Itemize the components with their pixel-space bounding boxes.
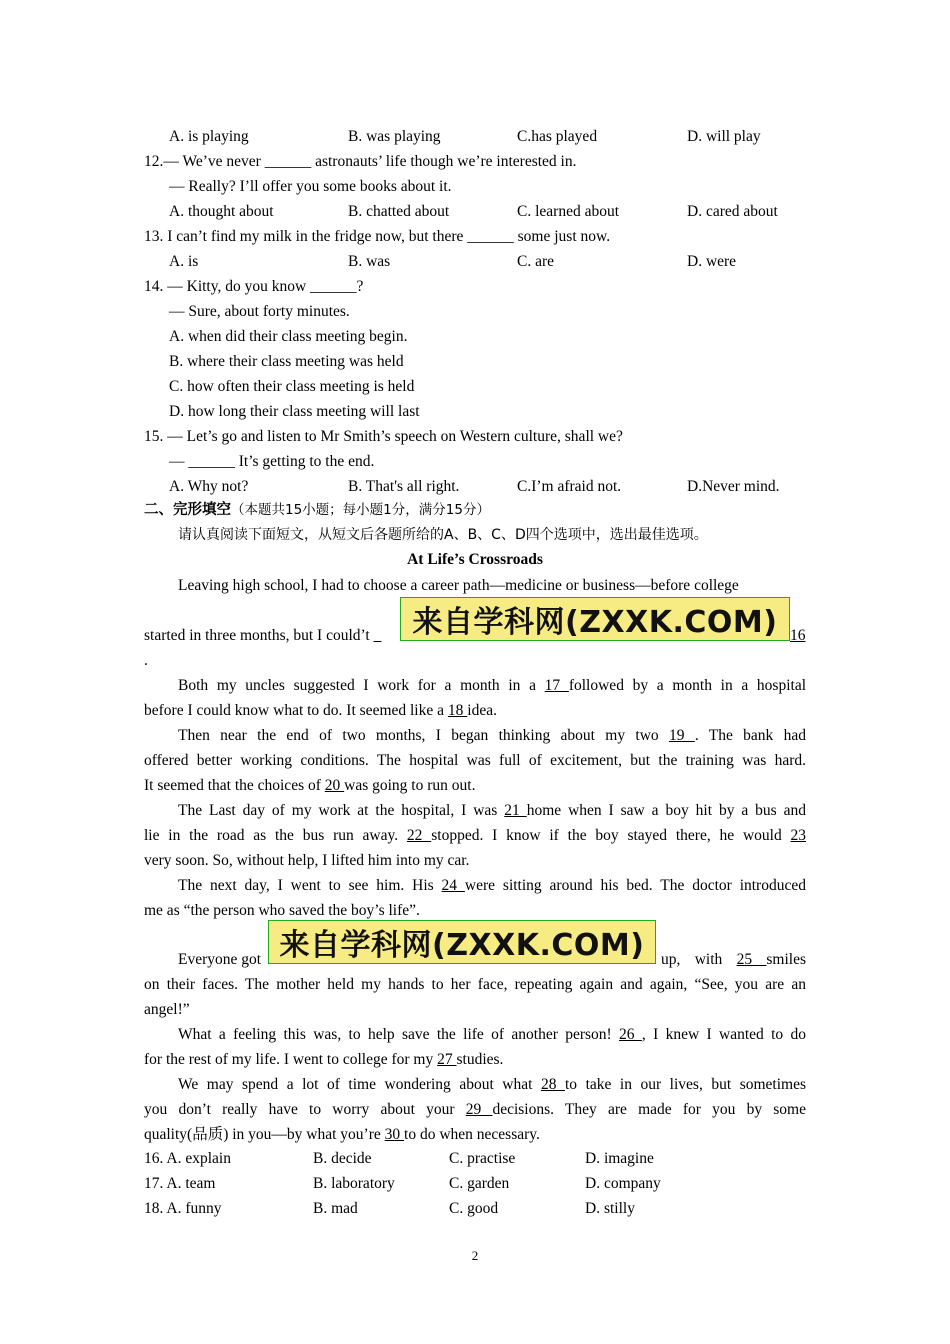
- q12-option-a: A. thought about: [169, 203, 274, 220]
- q12-option-b: B. chatted about: [348, 203, 450, 220]
- passage-line: offered better working conditions. The hospital was full of excitement, but the training was hard.: [144, 752, 806, 769]
- cloze-18-option-d: D. stilly: [585, 1200, 635, 1217]
- q13-option-d: D. were: [687, 253, 737, 270]
- cloze-18-option-a: 18. A. funny: [144, 1200, 222, 1217]
- q11-option-a: A. is playing: [169, 128, 249, 145]
- q14-reply: — Sure, about forty minutes.: [169, 303, 350, 320]
- cloze-16-option-b: B. decide: [313, 1150, 372, 1167]
- q11-option-c: C.has played: [517, 128, 598, 145]
- section-note: （本题共15小题；每小题1分，满分15分）: [231, 502, 490, 518]
- q14-option-b: B. where their class meeting was held: [169, 353, 404, 370]
- q15-option-a: A. Why not?: [169, 478, 249, 495]
- q15-reply: — ______ It’s getting to the end.: [169, 453, 375, 470]
- passage-line: before I could know what to do. It seemed like a 18 idea.: [144, 702, 497, 719]
- passage-line: for the rest of my life. I went to college for my 27 studies.: [144, 1051, 504, 1068]
- watermark-logo: 来自学科网(ZXXK.COM): [268, 920, 656, 964]
- blank-21: 21: [504, 802, 527, 819]
- blank-30: 30: [384, 1126, 405, 1143]
- q12-stem: 12.— We’ve never ______ astronauts’ life though we’re interested in.: [144, 153, 577, 170]
- cloze-18-option-b: B. mad: [313, 1200, 358, 1217]
- passage-line: Everyone got: [178, 951, 262, 968]
- q13-option-c: C. are: [517, 253, 555, 270]
- q12-reply: — Really? I’ll offer you some books about it.: [169, 178, 452, 195]
- q14-stem: 14. — Kitty, do you know ______?: [144, 278, 364, 295]
- q15-option-b: B. That's all right.: [348, 478, 460, 495]
- section-heading: [144, 500, 490, 520]
- cloze-17-option-b: B. laboratory: [313, 1175, 395, 1192]
- blank-28: 28: [540, 1076, 565, 1093]
- passage-line: The next day, I went to see him. His 24 were sitting around his bed. The doctor introduced: [178, 877, 806, 894]
- blank-22: 22: [406, 827, 432, 844]
- blank-26: 26: [619, 1026, 642, 1043]
- q15-option-c: C.I’m afraid not.: [517, 478, 622, 495]
- blank-19: 19: [669, 727, 695, 744]
- q15-stem: 15. — Let’s go and listen to Mr Smith’s speech on Western culture, shall we?: [144, 428, 623, 445]
- q14-option-d: D. how long their class meeting will last: [169, 403, 420, 420]
- passage-line: quality(品质) in you—by what you’re 30 to do when necessary.: [144, 1126, 540, 1143]
- q15-option-d: D.Never mind.: [687, 478, 780, 495]
- q11-option-d: D. will play: [687, 128, 761, 145]
- q13-stem: 13. I can’t find my milk in the fridge now, but there ______ some just now.: [144, 228, 611, 245]
- cloze-16-option-a: 16. A. explain: [144, 1150, 231, 1167]
- blank-23: 23: [790, 827, 807, 844]
- passage-line: on their faces. The mother held my hands to her face, repeating again and again, “See, you are an: [144, 976, 806, 993]
- passage-title: At Life’s Crossroads: [407, 551, 543, 568]
- cloze-16-option-c: C. practise: [449, 1150, 516, 1167]
- blank-24: 24: [441, 877, 465, 894]
- blank-25: 25: [736, 951, 767, 968]
- cloze-16-option-d: D. imagine: [585, 1150, 654, 1167]
- passage-line: me as “the person who saved the boy’s life”.: [144, 902, 420, 919]
- passage-line: We may spend a lot of time wondering about what 28 to take in our lives, but sometimes: [178, 1076, 806, 1093]
- blank-29: 29: [465, 1101, 493, 1118]
- blank-20: 20: [324, 777, 345, 794]
- cloze-17-option-a: 17. A. team: [144, 1175, 216, 1192]
- passage-line: up, with 25 smiles: [661, 951, 806, 968]
- page-number: 2: [471, 1248, 479, 1263]
- blank-16: 16: [790, 627, 806, 644]
- blank-17: 17: [544, 677, 569, 694]
- blank-18: 18: [447, 702, 468, 719]
- passage-line: very soon. So, without help, I lifted him into my car.: [144, 852, 470, 869]
- blank-27: 27: [437, 1051, 457, 1068]
- passage-line: Both my uncles suggested I work for a month in a 17 followed by a month in a hospital: [178, 677, 807, 694]
- q12-option-c: C. learned about: [517, 203, 620, 220]
- q13-option-b: B. was: [348, 253, 391, 270]
- q12-option-d: D. cared about: [687, 203, 778, 220]
- passage-line: Then near the end of two months, I began thinking about my two 19 . The bank had: [178, 727, 807, 744]
- passage-line: started in three months, but I could’t _: [144, 627, 382, 644]
- section-title: 二、完形填空: [144, 502, 231, 518]
- q13-option-a: A. is: [169, 253, 199, 270]
- section-instruction: 请认真阅读下面短文，从短文后各题所给的A、B、C、D四个选项中，选出最佳选项。: [178, 527, 708, 543]
- watermark-logo: 来自学科网(ZXXK.COM): [400, 597, 790, 641]
- passage-line: It seemed that the choices of 20 was going to run out.: [144, 777, 476, 794]
- q14-option-c: C. how often their class meeting is held: [169, 378, 415, 395]
- passage-line: Leaving high school, I had to choose a career path—medicine or business—before college: [178, 577, 739, 594]
- cloze-17-option-c: C. garden: [449, 1175, 510, 1192]
- passage-line: The Last day of my work at the hospital, I was 21 home when I saw a boy hit by a bus and: [178, 802, 807, 819]
- cloze-17-option-d: D. company: [585, 1175, 661, 1192]
- passage-line: you don’t really have to worry about your 29 decisions. They are made for you by some: [144, 1101, 806, 1118]
- passage-line: angel!”: [144, 1001, 190, 1018]
- passage-line: .: [144, 652, 148, 669]
- q14-option-a: A. when did their class meeting begin.: [169, 328, 408, 345]
- q11-option-b: B. was playing: [348, 128, 441, 145]
- passage-line: What a feeling this was, to help save the life of another person! 26 , I knew I wanted to do: [178, 1026, 807, 1043]
- passage-line: lie in the road as the bus run away. 22 stopped. I know if the boy stayed there, he would 23: [144, 827, 807, 844]
- cloze-18-option-c: C. good: [449, 1200, 499, 1217]
